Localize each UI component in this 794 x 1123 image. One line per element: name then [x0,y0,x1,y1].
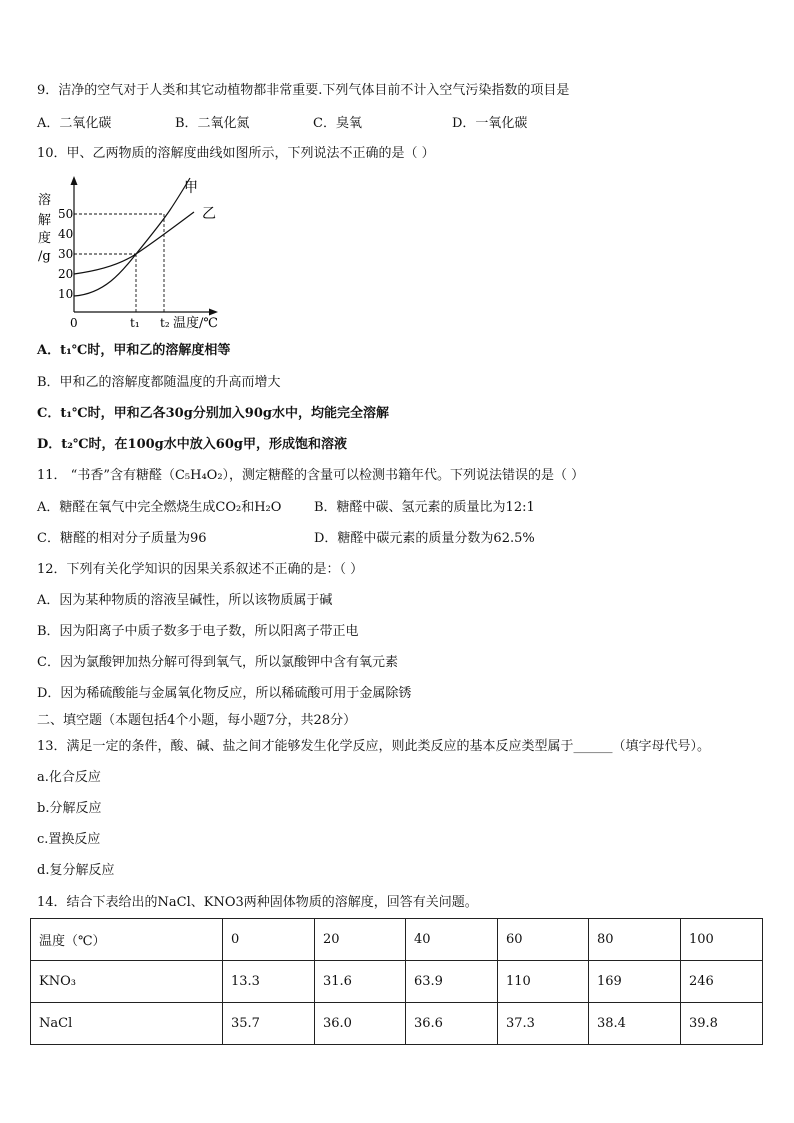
x-axis-arrow [209,309,218,316]
q11-stem: 11． “书香”含有糖醛（C₅H₄O₂），测定糖醛的含量可以检测书籍年代。下列说法错误的是（ ） [37,468,585,483]
table-cell: 110 [498,961,589,1003]
table-cell: 63.9 [406,961,498,1003]
q10-option-c: C．t₁℃时，甲和乙各30g分别加入90g水中，均能完全溶解 [37,406,389,421]
q13-stem: 13．满足一定的条件，酸、碱、盐之间才能够发生化学反应，则此类反应的基本反应类型属于______（填字母代号）。 [37,739,711,754]
q12-stem: 12．下列有关化学知识的因果关系叙述不正确的是：（ ） [37,562,364,577]
q11-option-b: B．糖醛中碳、氢元素的质量比为12:1 [314,500,535,515]
table-cell: 60 [498,919,589,961]
q10-option-b: B．甲和乙的溶解度都随温度的升高而增大 [37,375,281,390]
table-row [31,1003,763,1045]
table-cell: 169 [589,961,681,1003]
table-cell: 35.7 [223,1003,315,1045]
y-axis-label-char-1: 溶 [38,193,52,208]
y-axis-label-char-2: 解 [38,213,52,228]
q12-option-a: A．因为某种物质的溶液呈碱性，所以该物质属于碱 [37,593,333,608]
q13-option-d: d.复分解反应 [37,863,115,878]
table-header-row [31,919,763,961]
y-tick-label: 30 [58,247,74,261]
y-tick-label: 50 [58,207,74,221]
q13-option-c: c.置换反应 [37,832,101,847]
y-axis-arrow [71,176,78,185]
table-cell: 36.0 [315,1003,406,1045]
curve-yi [74,212,194,274]
q13-option-b: b.分解反应 [37,801,102,816]
q9-stem: 9．洁净的空气对于人类和其它动植物都非常重要.下列气体目前不计入空气污染指数的项目是 [37,83,570,98]
q11-option-c: C．糖醛的相对分子质量为96 [37,531,207,546]
solubility-table [30,918,763,1045]
q9-option-a: A．二氧化碳 [37,116,112,131]
x-tick-label-t2: t₂ [160,316,170,330]
table-cell: 37.3 [498,1003,589,1045]
q12-option-d: D．因为稀硫酸能与金属氧化物反应，所以稀硫酸可用于金属除锈 [37,686,412,701]
table-cell: 100 [681,919,763,961]
q10-option-d: D．t₂℃时，在100g水中放入60g甲，形成饱和溶液 [37,437,347,452]
curve-jia [74,178,190,296]
table-cell: 246 [681,961,763,1003]
table-cell: 36.6 [406,1003,498,1045]
y-tick-label: 10 [58,287,74,301]
q9-option-b: B．二氧化氮 [175,116,250,131]
q10-stem: 10．甲、乙两物质的溶解度曲线如图所示，下列说法不正确的是（ ） [37,146,435,161]
series-label-yi: 乙 [202,206,216,222]
table-cell: 39.8 [681,1003,763,1045]
q13-option-a: a.化合反应 [37,770,101,785]
q9-option-d: D．一氧化碳 [452,116,528,131]
table-row [31,961,763,1003]
q10-option-a: A．t₁℃时，甲和乙的溶解度相等 [37,343,231,358]
solubility-curve-chart [34,172,230,334]
table-cell: NaCl [31,1003,223,1045]
table-cell: 20 [315,919,406,961]
y-tick-label: 40 [58,227,74,241]
y-axis-label-char-3: 度 [38,231,52,246]
table-cell: 0 [223,919,315,961]
y-tick-label: 20 [58,267,74,281]
origin-label: 0 [70,316,78,330]
y-axis-label-char-4: /g [38,249,51,264]
table-cell: 80 [589,919,681,961]
x-tick-label-t1: t₁ [130,316,140,330]
q11-option-a: A．糖醛在氧气中完全燃烧生成CO₂和H₂O [37,500,282,515]
table-cell: 13.3 [223,961,315,1003]
table-cell: 38.4 [589,1003,681,1045]
q11-option-d: D．糖醛中碳元素的质量分数为62.5% [314,531,535,546]
section-heading: 二、填空题（本题包括4个小题，每小题7分，共28分） [37,713,357,728]
q12-option-b: B．因为阳离子中质子数多于电子数，所以阳离子带正电 [37,624,359,639]
table-cell: KNO₃ [31,961,223,1003]
table-cell: 温度（℃） [31,919,223,961]
table-cell: 31.6 [315,961,406,1003]
q9-option-c: C．臭氧 [313,116,362,131]
q12-option-c: C．因为氯酸钾加热分解可得到氧气，所以氯酸钾中含有氧元素 [37,655,398,670]
q14-stem: 14．结合下表给出的NaCl、KNO3两种固体物质的溶解度，回答有关问题。 [37,895,478,910]
series-label-jia: 甲 [184,180,198,196]
x-axis-label: 温度/℃ [173,316,218,331]
table-cell: 40 [406,919,498,961]
